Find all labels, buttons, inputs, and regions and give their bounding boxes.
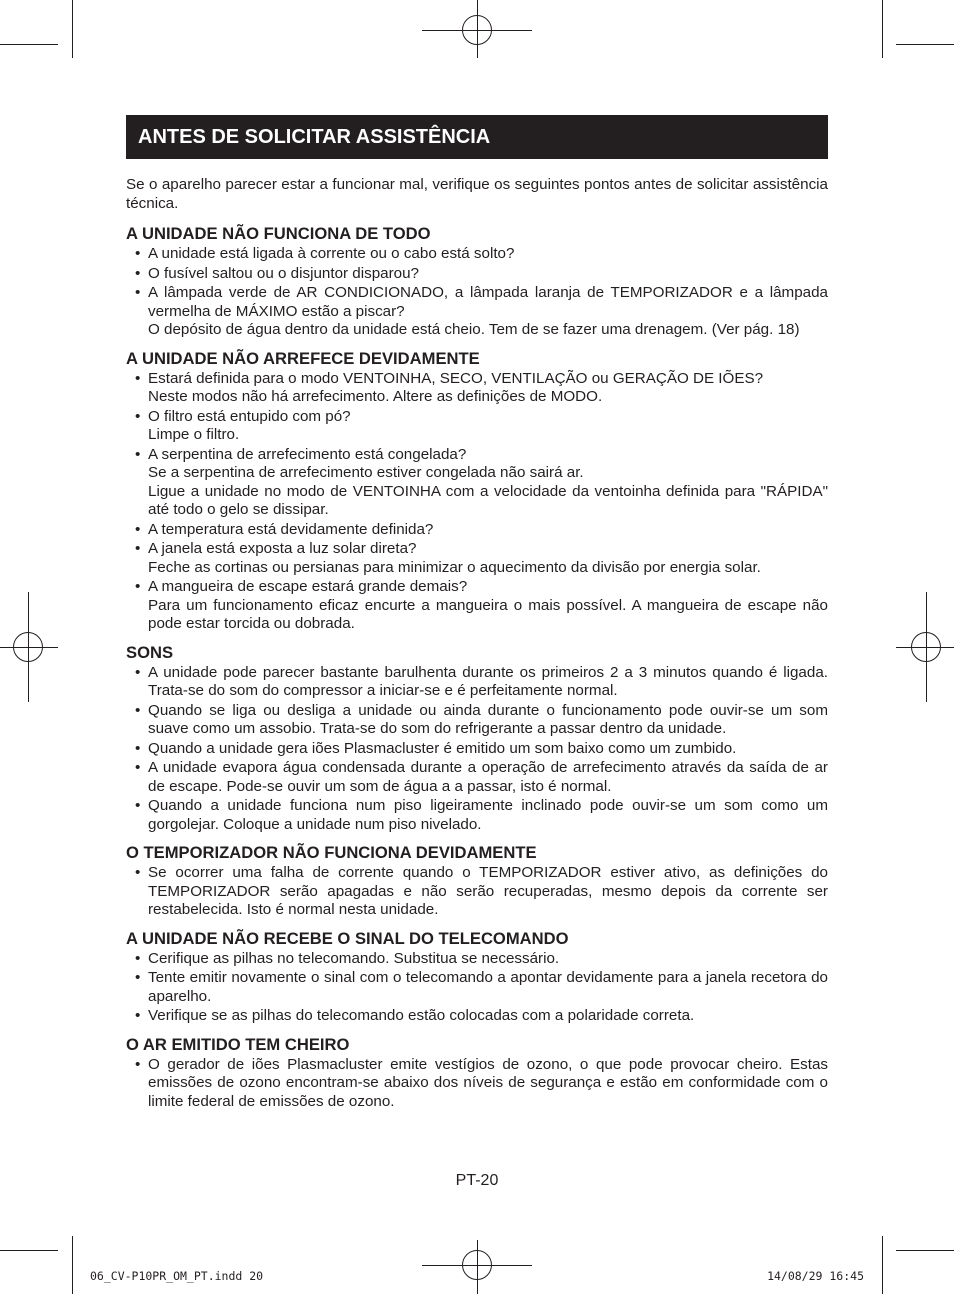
list-item (126, 521, 828, 540)
section-heading: A UNIDADE NÃO FUNCIONA DE TODO (126, 224, 431, 243)
footer-file-name: 06_CV-P10PR_OM_PT.indd 20 (90, 1269, 264, 1283)
section (126, 643, 828, 835)
list-item-text: Se a serpentina de arrefecimento estiver congelada não sairá ar. (148, 464, 584, 481)
section (126, 349, 828, 634)
troubleshooting-content (126, 176, 828, 1120)
list-item-text: • A janela está exposta a luz solar direta? (148, 540, 417, 557)
list-item-text: • A serpentina de arrefecimento está congelada? (148, 445, 467, 463)
section-heading: O AR EMITIDO TEM CHEIRO (126, 1034, 350, 1054)
bullet-list (126, 245, 828, 340)
list-item-text: • A temperatura está devidamente definida? (148, 520, 434, 538)
list-item-text: • Verifique se as pilhas do telecomando estão colocadas com a polaridade correta. (148, 1007, 695, 1024)
list-item-text: • Quando se liga ou desliga a unidade ou ainda durante o funcionamento pode ouvir-se um som suave como um assobio. Trata-se do som do refrigerante a passar dentro da unidade. (148, 701, 828, 737)
list-item (126, 1007, 828, 1026)
bullet-list (126, 1056, 828, 1112)
intro-text: Se o aparelho parecer estar a funcionar mal, verifique os seguintes pontos antes de solicitar assistência técnica. (126, 176, 828, 212)
list-item-text: • Estará definida para o modo VENTOINHA, SECO, VENTILAÇÃO ou GERAÇÃO DE IÕES? (148, 369, 764, 387)
section (126, 224, 828, 340)
list-item-text: • A mangueira de escape estará grande demais? (148, 578, 468, 595)
list-item-text: • Se ocorrer uma falha de corrente quando o TEMPORIZADOR estiver ativo, as definições do TEMPORIZADOR serão apagadas e não serão recuperadas, mesmo depois da corrente ser restabelecida. Isto é normal nesta unidade. (148, 864, 828, 918)
list-item-text: • O fusível saltou ou o disjuntor disparou? (148, 264, 420, 282)
list-item-text: Limpe o filtro. (148, 426, 240, 443)
list-item (126, 245, 828, 264)
list-item-text: • Quando a unidade gera iões Plasmacluster é emitido um som baixo como um zumbido. (148, 739, 737, 757)
page-title: ANTES DE SOLICITAR ASSISTÊNCIA (126, 115, 828, 159)
section (126, 843, 828, 920)
list-item-text: • Quando a unidade funciona num piso ligeiramente inclinado pode ouvir-se um som como um gorgolejar. Coloque a unidade num piso nivelado. (148, 797, 828, 833)
section-list (126, 224, 828, 1111)
list-item-text: • Cerifique as pilhas no telecomando. Substitua se necessário. (148, 949, 560, 967)
list-item (126, 370, 828, 407)
list-item (126, 284, 828, 340)
list-item (126, 969, 828, 1006)
list-item (126, 702, 828, 739)
bullet-list (126, 664, 828, 835)
list-item-text: Ligue a unidade no modo de VENTOINHA com a velocidade da ventoinha definida para "RÁPIDA" até todo o gelo se dissipar. (148, 482, 828, 518)
page-number: PT-20 (455, 1172, 499, 1189)
section-heading: A UNIDADE NÃO ARREFECE DEVIDAMENTE (126, 348, 480, 368)
footer-date: 14/08/29 16:45 (767, 1269, 864, 1283)
list-item (126, 864, 828, 920)
list-item (126, 950, 828, 969)
list-item (126, 664, 828, 701)
list-item-text: • A unidade pode parecer bastante barulhenta durante os primeiros 2 a 3 minutos quando é ligada. Trata-se do som do compressor a iniciar-se e é perfeitamente normal. (148, 663, 828, 699)
list-item-text: Neste modos não há arrefecimento. Altere as definições de MODO. (148, 388, 603, 405)
bullet-list (126, 370, 828, 634)
list-item-text: • O filtro está entupido com pó? (148, 407, 351, 425)
section-heading: O TEMPORIZADOR NÃO FUNCIONA DEVIDAMENTE (126, 843, 537, 862)
list-item (126, 1056, 828, 1112)
list-item (126, 408, 828, 445)
list-item (126, 797, 828, 834)
list-item-text: Feche as cortinas ou persianas para minimizar o aquecimento da divisão por energia solar. (148, 558, 761, 576)
list-item (126, 759, 828, 796)
list-item-text: • A lâmpada verde de AR CONDICIONADO, a lâmpada laranja de TEMPORIZADOR e a lâmpada vermelha de MÁXIMO estão a piscar? (148, 284, 828, 320)
list-item (126, 540, 828, 577)
section-heading: SONS (126, 642, 174, 662)
list-item-text: • O gerador de iões Plasmacluster emite vestígios de ozono, o que pode provocar cheiro. Estas emissões de ozono encontram-se abaixo dos níveis de segurança e estão em conformidade com o limite federal de emissões de ozono. (148, 1055, 828, 1110)
list-item (126, 740, 828, 759)
section (126, 929, 828, 1026)
section (126, 1035, 828, 1112)
list-item-text: O depósito de água dentro da unidade está cheio. Tem de se fazer uma drenagem. (Ver pág. 18) (148, 321, 800, 338)
list-item (126, 578, 828, 634)
bullet-list (126, 950, 828, 1026)
list-item-text: • Tente emitir novamente o sinal com o telecomando a apontar devidamente para a janela recetora do aparelho. (148, 969, 828, 1005)
section-heading: A UNIDADE NÃO RECEBE O SINAL DO TELECOMANDO (126, 928, 569, 948)
list-item-text: • A unidade está ligada à corrente ou o cabo está solto? (148, 245, 515, 262)
list-item-text: • A unidade evapora água condensada durante a operação de arrefecimento através da saída de ar de escape. Pode-se ouvir um som de água a a passar, isto é normal. (148, 759, 828, 795)
list-item (126, 446, 828, 520)
list-item-text: Para um funcionamento eficaz encurte a mangueira o mais possível. A mangueira de escape não pode estar torcida ou dobrada. (148, 596, 828, 632)
bullet-list (126, 864, 828, 920)
list-item (126, 265, 828, 284)
